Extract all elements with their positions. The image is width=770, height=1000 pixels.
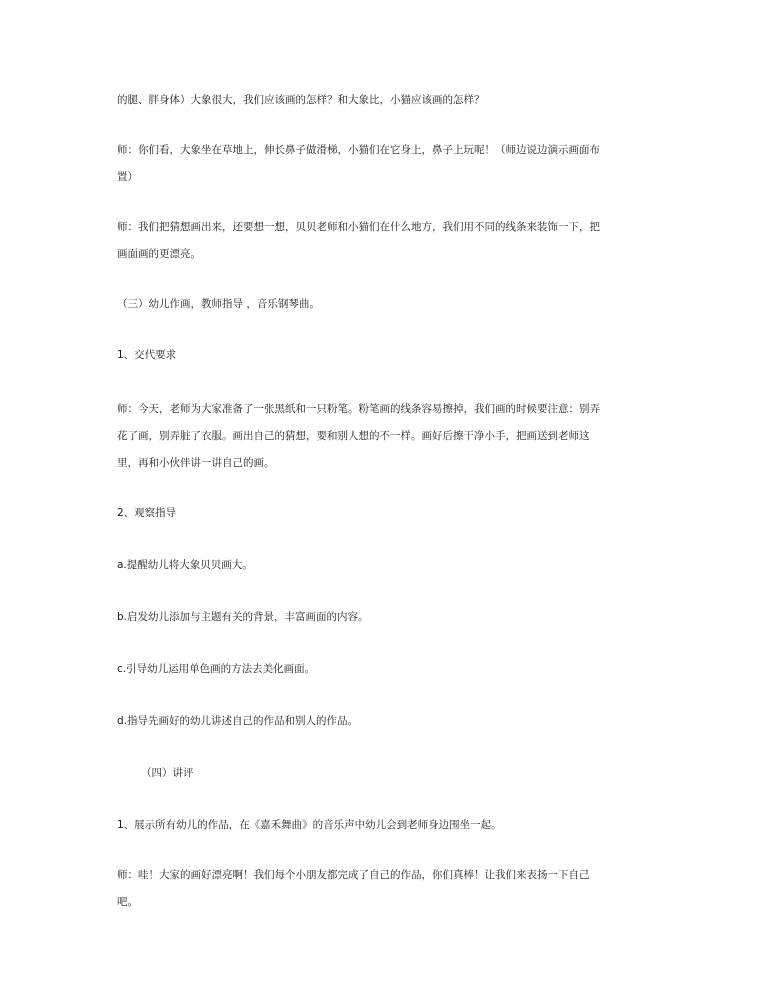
text-line: 吧。 — [117, 896, 138, 908]
text-line: b.启发幼儿添加与主题有关的背景，丰富画面的内容。 — [117, 611, 369, 623]
subheading-observation — [117, 500, 657, 527]
list-item-d — [117, 708, 657, 735]
list-item-c — [117, 656, 657, 683]
text-line: 师：今天，老师为大家准备了一张黑纸和一只粉笔。粉笔画的线条容易擦掉，我们画的时候要注意：别弄 — [117, 403, 600, 415]
text-line: d.指导先画好的幼儿讲述自己的作品和别人的作品。 — [117, 715, 359, 727]
paragraph-question-size — [117, 87, 657, 114]
text-line: 1、展示所有幼儿的作品，在《嘉禾舞曲》的音乐声中幼儿会到老师身边围坐一起。 — [117, 819, 502, 831]
text-line: 师：你们看，大象坐在草地上，伸长鼻子做滑梯，小猫们在它身上，鼻子上玩呢！（师边说边演示画面布 — [117, 144, 600, 156]
paragraph-teacher-praise — [117, 862, 657, 916]
text-line: a.提醒幼儿将大象贝贝画大。 — [117, 559, 253, 571]
paragraph-teacher-demo — [117, 137, 657, 191]
section-heading-review — [141, 760, 681, 787]
text-line: c.引导幼儿运用单色画的方法去美化画面。 — [117, 663, 316, 675]
text-line: 的腿、胖身体）大象很大，我们应该画的怎样？和大象比，小猫应该画的怎样？ — [117, 94, 485, 106]
text-line: 画面画的更漂亮。 — [117, 248, 201, 260]
text-line: 师：哇！大家的画好漂亮啊！我们每个小朋友都完成了自己的作品，你们真棒！让我们来表扬一下自己 — [117, 869, 590, 881]
text-line: 师：我们把猜想画出来，还要想一想，贝贝老师和小猫们在什么地方，我们用不同的线条来装饰一下，把 — [117, 221, 600, 233]
subheading-requirements — [117, 342, 657, 369]
paragraph-teacher-decorate — [117, 214, 657, 268]
text-line: 里，再和小伙伴讲一讲自己的画。 — [117, 457, 275, 469]
text-line: 置） — [117, 171, 138, 183]
paragraph-teacher-instructions — [117, 396, 657, 477]
list-item-a — [117, 552, 657, 579]
paragraph-display-works — [117, 812, 657, 839]
list-item-b — [117, 604, 657, 631]
section-heading-drawing — [117, 291, 657, 318]
text-line: 2、观察指导 — [117, 507, 177, 519]
text-line: 1、交代要求 — [117, 349, 177, 361]
text-line: （三）幼儿作画，教师指导 ，音乐钢琴曲。 — [117, 298, 320, 310]
text-line: 花了画，别弄脏了衣服。画出自己的猜想，要和别人想的不一样。画好后擦干净小手，把画送到老师这 — [117, 430, 590, 442]
text-line: （四）讲评 — [141, 767, 194, 779]
